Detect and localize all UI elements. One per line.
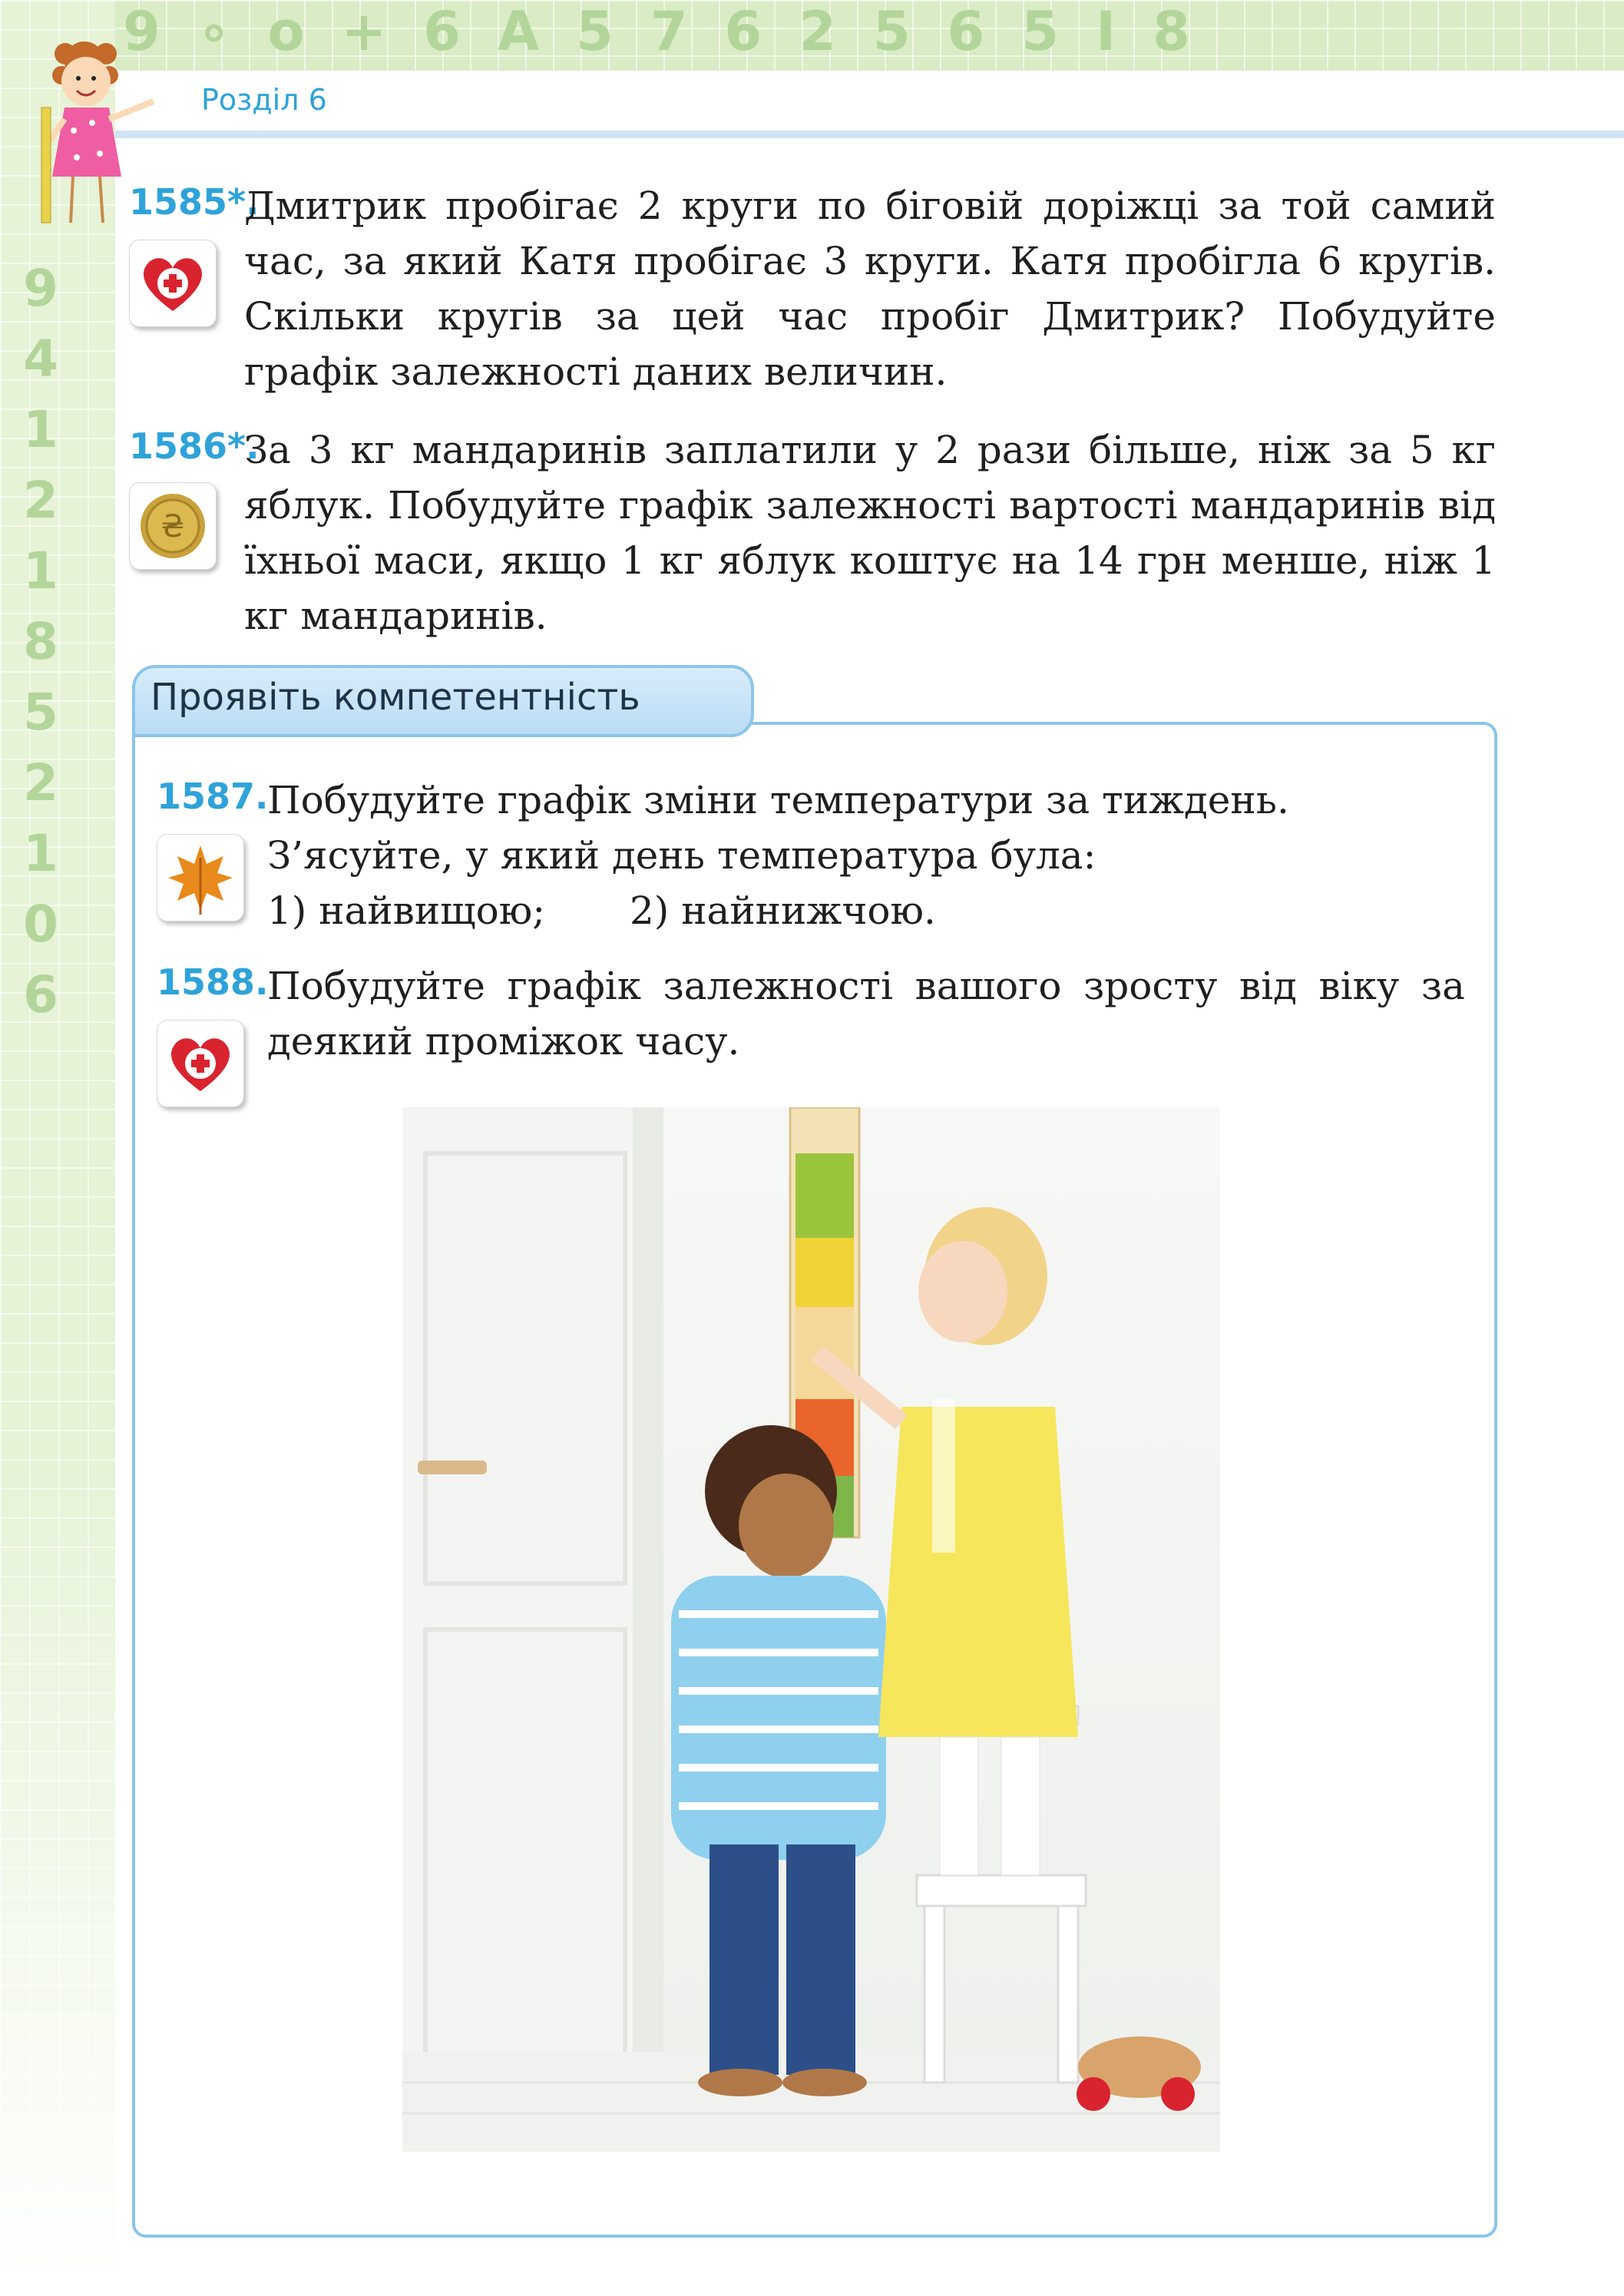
problem-text: Побудуйте графік залежності вашого зросту від віку за деякий проміжок часу. xyxy=(267,964,1465,1064)
problem-text: Дмитрик пробігає 2 круги по біговій доріжці за той самий час, за який Катя пробігає 3 круги. Катя пробігла 6 кругів. Скільки кругів за цей час пробіг Дмитрик? Побудуйте графік залежності даних величин. xyxy=(244,184,1496,394)
problem-text-line-1: Побудуйте графік зміни температури за тиждень. xyxy=(267,778,1289,822)
svg-text:₴: ₴ xyxy=(160,509,185,544)
problem-1587 xyxy=(157,773,1467,941)
autumn-leaf-icon xyxy=(157,834,244,921)
hryvnia-coin-icon xyxy=(129,482,217,570)
header-strip xyxy=(115,71,1624,138)
left-band-fade xyxy=(0,1459,115,2296)
problem-text-line-2: З’ясуйте, у який день температура була: xyxy=(267,833,1096,878)
problem-text: За 3 кг мандаринів заплатили у 2 рази більше, ніж за 5 кг яблук. Побудуйте графік залежності вартості мандаринів від їхньої маси, якщо 1 кг яблук коштує на 14 грн менше, ніж 1 кг мандаринів. xyxy=(244,428,1496,638)
problem-number: 1588. xyxy=(157,961,269,1003)
problem-number: 1585*. xyxy=(129,181,260,223)
competence-title: Проявіть компетентність xyxy=(150,676,640,719)
problem-1588 xyxy=(157,958,1467,1089)
problem-1585 xyxy=(129,178,1496,401)
answer-option-1: 1) найвищою; xyxy=(267,888,546,933)
health-heart-icon xyxy=(129,240,217,327)
children-height-photo xyxy=(402,1107,1220,2152)
chapter-label: Розділ 6 xyxy=(201,83,327,117)
top-decorative-numbers: 9∘o+6A5762565I8 xyxy=(123,0,1227,63)
answer-option-2: 2) найнижчою. xyxy=(630,888,936,933)
health-heart-icon xyxy=(157,1020,244,1107)
side-decorative-numbers: 9 4 1 2 1 8 5 2 1 0 6 xyxy=(23,259,58,1024)
problem-number: 1587. xyxy=(157,776,269,817)
children-height-illustration xyxy=(402,1107,1220,2152)
problem-number: 1586*. xyxy=(129,425,260,467)
problem-1586 xyxy=(129,422,1496,645)
